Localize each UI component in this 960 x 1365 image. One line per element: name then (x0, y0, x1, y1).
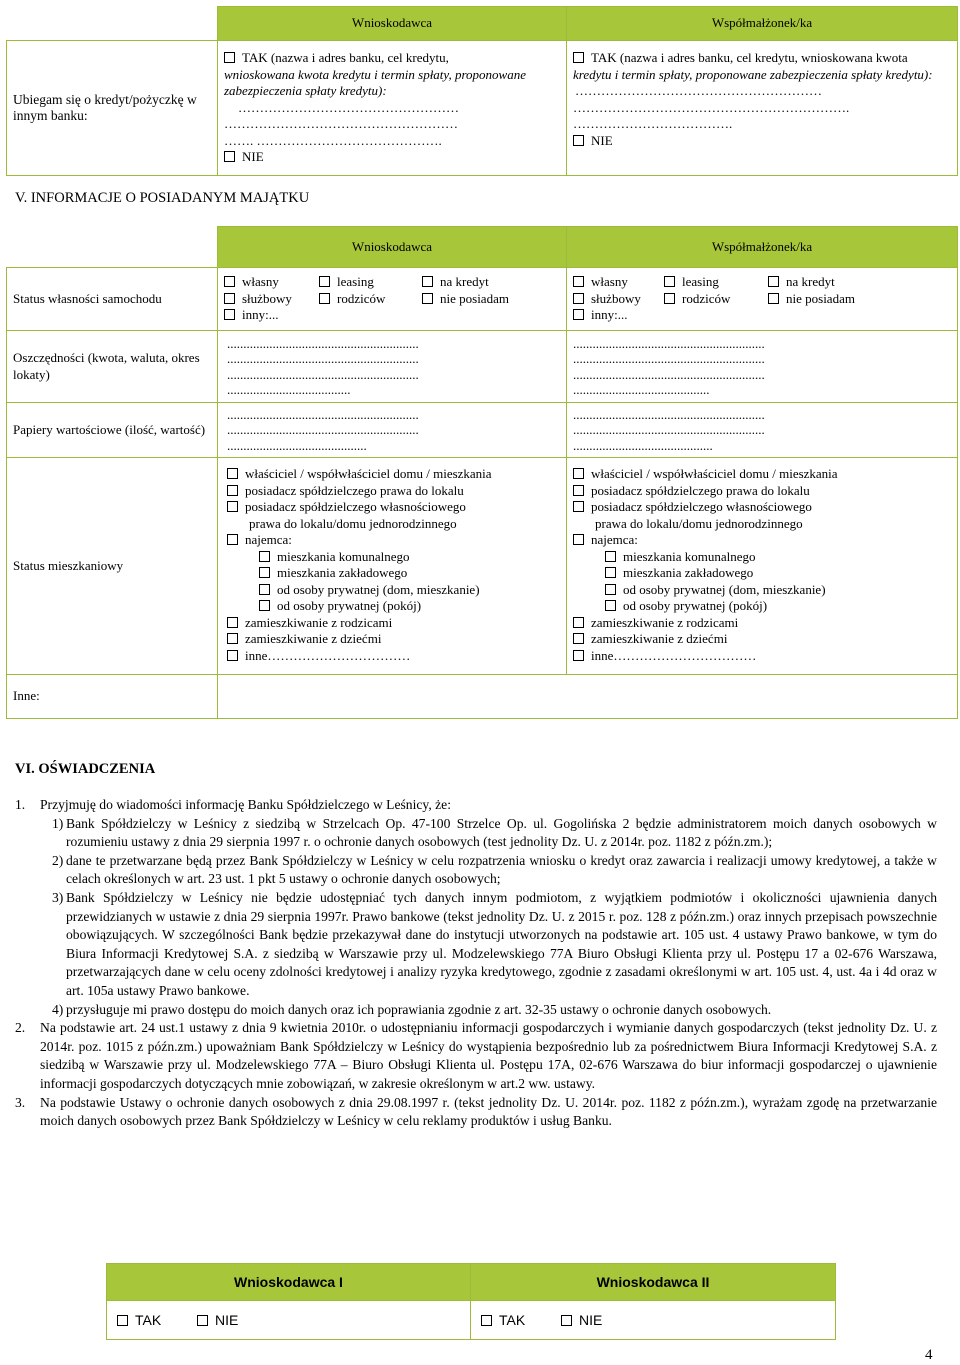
other-field[interactable] (218, 675, 958, 719)
checkbox[interactable] (573, 617, 584, 628)
option-own: własny (242, 274, 279, 290)
spouse-yes-detail: kredytu i termin spłaty, proponowane zabezpieczenia spłaty kredytu): (573, 66, 933, 82)
spouse-savings[interactable] (567, 331, 958, 403)
dots-line: ...................................... (227, 382, 351, 397)
checkbox[interactable] (227, 617, 238, 628)
checkbox[interactable] (227, 468, 238, 479)
applicant-2-header: Wnioskodawca II (471, 1264, 836, 1301)
spouse-housing (567, 458, 958, 675)
checkbox[interactable] (259, 567, 270, 578)
dots-line[interactable]: ………………………………. (573, 116, 733, 131)
spouse-header: Współmałżonek/ka (567, 7, 958, 41)
housing-coop-own-2: prawa do lokalu/domu jednorodzinnego (595, 515, 803, 531)
checkbox[interactable] (224, 309, 235, 320)
dots-line: ........................................................... (573, 422, 765, 438)
spouse-no-label: NIE (591, 132, 613, 148)
housing-other[interactable]: inne…………………………… (245, 647, 411, 663)
housing-private-room: od osoby prywatnej (pokój) (623, 598, 768, 613)
housing-coop: posiadacz spółdzielczego prawa do lokalu (245, 482, 464, 498)
checkbox[interactable] (573, 293, 584, 304)
applicant-header: Wnioskodawca (218, 227, 567, 268)
option-own: własny (591, 274, 628, 290)
housing-owner: właściciel / współwłaściciel domu / mieszkania (591, 466, 838, 481)
option-other[interactable]: inny:... (591, 307, 628, 323)
section-5-title: V. INFORMACJE O POSIADANYM MAJĄTKU (15, 190, 310, 206)
option-company: służbowy (591, 290, 641, 306)
dots-line: ........................................................... (573, 351, 765, 366)
spouse-securities[interactable] (567, 403, 958, 458)
applicant-securities[interactable] (218, 403, 567, 458)
dots-line: ........................................................... (227, 366, 419, 382)
declaration-1-2: dane te przetwarzane będą przez Bank Spółdzielczy w Leśnicy w celu rozpatrzenia wniosku o kredyt oraz zawarcia i realizacji umowy kredytowej, a także w celach określonych w art. 23 ust. 1 pkt 5 ustawy o ochronie danych osobowych; (66, 852, 937, 887)
checkbox-yes[interactable] (573, 52, 584, 63)
housing-tenant: najemca: (245, 532, 292, 547)
housing-private-room: od osoby prywatnej (pokój) (277, 598, 422, 613)
checkbox-no[interactable] (573, 135, 584, 146)
yes-label: TAK (135, 1311, 162, 1328)
dots-line: ........................................................... (227, 335, 419, 351)
checkbox[interactable] (259, 584, 270, 595)
checkbox[interactable] (573, 309, 584, 320)
dots-line[interactable]: ……. ……………………………………. (224, 132, 442, 148)
checkbox[interactable] (227, 650, 238, 661)
assets-table (6, 226, 958, 719)
checkbox[interactable] (573, 501, 584, 512)
checkbox[interactable] (573, 650, 584, 661)
applicant-1-consent (107, 1301, 471, 1340)
option-company: służbowy (242, 290, 292, 306)
checkbox[interactable] (664, 293, 675, 304)
checkbox[interactable] (259, 600, 270, 611)
spouse-header: Współmałżonek/ka (567, 227, 958, 268)
checkbox[interactable] (319, 276, 330, 287)
housing-private-house: od osoby prywatnej (dom, mieszkanie) (277, 581, 480, 597)
housing-label: Status mieszkaniowy (7, 458, 218, 675)
housing-coop-own-2: prawa do lokalu/domu jednorodzinnego (249, 515, 457, 531)
declaration-1-1: Bank Spółdzielczy w Leśnicy z siedzibą w Strzelcach Op. 47-100 Strzelce Op. ul. Gogolińska 2 będzie administratorem moich danych osobowych w rozumieniu ustawy z dnia 29 sierpnia 1997 r. o ochronie danych osobowych (test jednolity Dz. U. z 2014r. poz. 1182 z późn.zm.); (66, 815, 937, 850)
option-credit: na kredyt (440, 274, 489, 290)
savings-label: Oszczędności (kwota, waluta, okres lokaty) (7, 331, 218, 403)
applicant-yes-detail: wnioskowana kwota kredytu i termin spłaty, proponowane zabezpieczenia spłaty kredytu): (224, 66, 526, 98)
housing-municipal: mieszkania komunalnego (623, 548, 756, 564)
housing-coop: posiadacz spółdzielczego prawa do lokalu (591, 482, 810, 498)
declaration-2: Na podstawie art. 24 ust.1 ustawy z dnia 9 kwietnia 2010r. o udostępnianiu informacji gospodarczych i wymianie danych gospodarczych (tekst jednolity Dz. U. z 2014r. poz. 1015 z późn.zm.) upoważniam Bank Spółdzielczy w Leśnicy do wystąpienia bezpośrednio lub za pośrednictwem Biura Informacji Kredytowej S.A. z siedzibą w Warszawie przy ul. Modzelewskiego 77A – Biuro Obsługi Klienta ul. Postępu 17A, 02-676 Warszawa do biur informacji gospodarczej o ujawnienie informacji gospodarczych dotyczących mnie zobowiązań, w zakresie określonym w art.2 ww. ustawy. (40, 1020, 937, 1091)
spouse-car-options (567, 268, 958, 331)
checkbox[interactable] (227, 633, 238, 644)
dots-line[interactable]: ………………………………………………………. (573, 99, 850, 115)
checkbox[interactable] (422, 293, 433, 304)
dots-line: ........................................................... (573, 366, 765, 382)
housing-parents: zamieszkiwanie z rodzicami (245, 614, 393, 630)
checkbox[interactable] (605, 584, 616, 595)
option-leasing: leasing (682, 274, 719, 290)
dots-line[interactable]: …………………………………………… (238, 99, 459, 115)
checkbox[interactable] (224, 293, 235, 304)
dots-line[interactable]: ……………………………………………… (224, 116, 458, 131)
applicant-2-consent (471, 1301, 836, 1340)
checkbox[interactable] (605, 600, 616, 611)
option-none: nie posiadam (786, 290, 855, 306)
checkbox[interactable] (227, 534, 238, 545)
option-leasing: leasing (337, 274, 374, 290)
option-parents: rodziców (682, 290, 731, 306)
securities-label: Papiery wartościowe (ilość, wartość) (7, 403, 218, 458)
option-none: nie posiadam (440, 290, 509, 306)
dots-line: ........................................................... (227, 406, 419, 422)
housing-municipal: mieszkania komunalnego (277, 548, 410, 564)
option-parents: rodziców (337, 290, 386, 306)
checkbox[interactable] (605, 551, 616, 562)
other-loan-label: Ubiegam się o kredyt/pożyczkę w innym banku: (7, 41, 218, 176)
checkbox-no[interactable] (224, 151, 235, 162)
checkbox[interactable] (573, 633, 584, 644)
housing-coop-own: posiadacz spółdzielczego własnościowego (245, 499, 466, 514)
applicant-savings[interactable] (218, 331, 567, 403)
dots-line: ........................................................... (227, 422, 419, 438)
housing-private-house: od osoby prywatnej (dom, mieszkanie) (623, 581, 826, 597)
page-number: 4 (925, 1347, 933, 1363)
dots-line: ........................................... (227, 437, 367, 453)
checkbox-yes[interactable] (117, 1315, 128, 1326)
applicant-housing (218, 458, 567, 675)
no-label: NIE (214, 1311, 239, 1328)
declaration-1: Przyjmuję do wiadomości informację Banku Spółdzielczego w Leśnicy, że: (40, 797, 451, 812)
option-credit: na kredyt (786, 274, 835, 290)
checkbox-yes[interactable] (481, 1315, 492, 1326)
other-label: Inne: (7, 675, 218, 719)
checkbox[interactable] (259, 551, 270, 562)
car-status-label: Status własności samochodu (7, 268, 218, 331)
checkbox[interactable] (224, 276, 235, 287)
checkbox[interactable] (664, 276, 675, 287)
declaration-3: Na podstawie Ustawy o ochronie danych osobowych z dnia 29.08.1997 r. (tekst jednolity Dz. U. 2014r. poz. 1182 z późn.zm.), wyrażam zgodę na przetwarzanie moich danych osobowych przez Bank Spółdzielczy w Leśnicy w celu reklamy produktów i usług Banku. (40, 1094, 937, 1129)
applicant-loan-cell (218, 41, 567, 176)
checkbox[interactable] (227, 485, 238, 496)
option-other[interactable]: inny:... (242, 307, 279, 323)
dots-line: ........................................... (573, 437, 713, 453)
checkbox-yes[interactable] (224, 52, 235, 63)
checkbox[interactable] (319, 293, 330, 304)
checkbox[interactable] (573, 534, 584, 545)
checkbox[interactable] (227, 501, 238, 512)
checkbox-no[interactable] (561, 1315, 572, 1326)
dots-line: ........................................................... (227, 351, 419, 366)
section-6-title: VI. OŚWIADCZENIA (15, 761, 156, 777)
checkbox[interactable] (573, 485, 584, 496)
housing-other[interactable]: inne…………………………… (591, 647, 757, 663)
dots-line: ........................................................... (573, 335, 765, 351)
checkbox-no[interactable] (197, 1315, 208, 1326)
dots-line: ........................................................... (573, 406, 765, 422)
other-loan-table (6, 6, 958, 176)
no-label: NIE (578, 1311, 603, 1328)
housing-owner: właściciel / współwłaściciel domu / mieszkania (245, 466, 492, 481)
dots-line[interactable]: ………………………………………………… (575, 83, 822, 98)
applicant-yes-label: TAK (nazwa i adres banku, cel kredytu, (242, 50, 449, 65)
yes-label: TAK (499, 1311, 526, 1328)
applicant-no-label: NIE (242, 149, 264, 164)
declaration-1-4: przysługuje mi prawo dostępu do moich danych oraz ich poprawiania zgodnie z art. 32-35 ustawy o ochronie danych osobowych. (66, 1001, 772, 1017)
declarations: 1. Przyjmuję do wiadomości informację Banku Spółdzielczego w Leśnicy, że: 1) Bank Spółdzielczy w Leśnicy z siedzibą w Strzelcach Op. 47-100 Strzelce Op. ul. Gogolińska 2 będzie administratorem moich danych osobowych w rozumieniu ustawy z dnia 29 sierpnia 1997 r. o ochronie danych osobowych (test jednolity Dz. U. z 2014r. poz. 1182 z późn.zm.); 2) dane te przetwarzane będą przez Bank Spółdzielczy w Leśnicy w celu rozpatrzenia wniosku o kredyt oraz zawarcia i realizacji umowy kredytowej, a także w celach określonych w art. 23 ust. 1 pkt 5 ustawy o ochronie danych osobowych; 3) Bank Spółdzielczy w Leśnicy nie będzie udostępniać tych danych innym podmiotom, z wyjątkiem podmiotów i okoliczności ujawnienia danych przewidzianych w ustawie z dnia 29 sierpnia 1997r. Prawo bankowe (tekst jednolity Dz. U. z 2015 r. poz. 128 z późn.zm.) oraz innych przepisach powszechnie obowiązujących. W szczególności Bank będzie przekazywał dane do instytucji utworzonych na podstawie art. 105 ust. 4 ustawy Prawo bankowe, w tym do Biura Informacji Kredytowej S.A. z siedzibą w Warszawie przy ul. Modzelewskiego 77A Biuro Obsługi Klienta przy ul. Postępu 17 a 02-676 Warszawa, przetwarzających dane w celu oceny zdolności kredytowej i analizy ryzyka kredytowego, zgodnie z zasadami określonymi w art. 105 ust. 4, ust. 4a i 4d oraz w art. 105a ustawy Prawo bankowe. 4) przysługuje mi prawo dostępu do moich danych oraz ich poprawiania zgodnie z art. 32-35 ustawy o ochronie danych osobowych. 2. Na podstawie art. 24 ust.1 ustawy z dnia 9 kwietnia 2010r. o udostępnianiu informacji gospodarczych i wymianie danych gospodarczych (tekst jednolity Dz. U. z 2014r. poz. 1015 z późn.zm.) upoważniam Bank Spółdzielczy w Leśnicy do wystąpienia bezpośrednio lub za pośrednictwem Biura Informacji Kredytowej S.A. z siedzibą w Warszawie przy ul. Modzelewskiego 77A – Biuro Obsługi Klienta ul. Postępu 17A, 02-676 Warszawa do biur informacji gospodarczej o ujawnienie informacji gospodarczych dotyczących mnie zobowiązań, w zakresie określonym w art.2 ww. ustawy. 3. Na podstawie Ustawy o ochronie danych osobowych z dnia 29.08.1997 r. (tekst jednolity Dz. U. 2014r. poz. 1182 z późn.zm.), wyrażam zgodę na przetwarzanie moich danych osobowych przez Bank Spółdzielczy w Leśnicy w celu reklamy produktów i usług Banku. (15, 796, 937, 1131)
applicant-header: Wnioskodawca (218, 7, 567, 41)
housing-coop-own: posiadacz spółdzielczego własnościowego (591, 499, 812, 514)
housing-parents: zamieszkiwanie z rodzicami (591, 614, 739, 630)
checkbox[interactable] (573, 276, 584, 287)
checkbox[interactable] (422, 276, 433, 287)
housing-children: zamieszkiwanie z dziećmi (245, 631, 382, 646)
spouse-loan-cell (567, 41, 958, 176)
declaration-1-3: Bank Spółdzielczy w Leśnicy nie będzie udostępniać tych danych innym podmiotom, z wyjątkiem podmiotów i okoliczności ujawnienia danych przewidzianych w ustawie z dnia 29 sierpnia 1997r. Prawo bankowe (tekst jednolity Dz. U. z 2015 r. poz. 128 z późn.zm.) oraz innych przepisach powszechnie obowiązujących. W szczególności Bank będzie przekazywał dane do instytucji utworzonych na podstawie art. 105 ust. 4 ustawy Prawo bankowe, w tym do Biura Informacji Kredytowej S.A. z siedzibą w Warszawie przy ul. Modzelewskiego 77A Biuro Obsługi Klienta przy ul. Postępu 17 a 02-676 Warszawa, przetwarzających dane w celu oceny zdolności kredytowej i analizy ryzyka kredytowego, zgodnie z zasadami określonymi w art. 105 ust. 4, ust. 4a i 4d oraz w art. 105a ustawy Prawo bankowe. (66, 889, 937, 998)
applicant-1-header: Wnioskodawca I (107, 1264, 471, 1301)
applicant-car-options (218, 268, 567, 331)
checkbox[interactable] (768, 293, 779, 304)
housing-company: mieszkania zakładowego (277, 565, 408, 580)
checkbox[interactable] (573, 468, 584, 479)
housing-children: zamieszkiwanie z dziećmi (591, 631, 728, 646)
dots-line: .......................................... (573, 382, 710, 397)
housing-tenant: najemca: (591, 532, 638, 547)
spouse-yes-label: TAK (nazwa i adres banku, cel kredytu, wnioskowana kwota (591, 50, 908, 65)
consent-table (106, 1263, 836, 1340)
housing-company: mieszkania zakładowego (623, 565, 754, 580)
checkbox[interactable] (605, 567, 616, 578)
checkbox[interactable] (768, 276, 779, 287)
